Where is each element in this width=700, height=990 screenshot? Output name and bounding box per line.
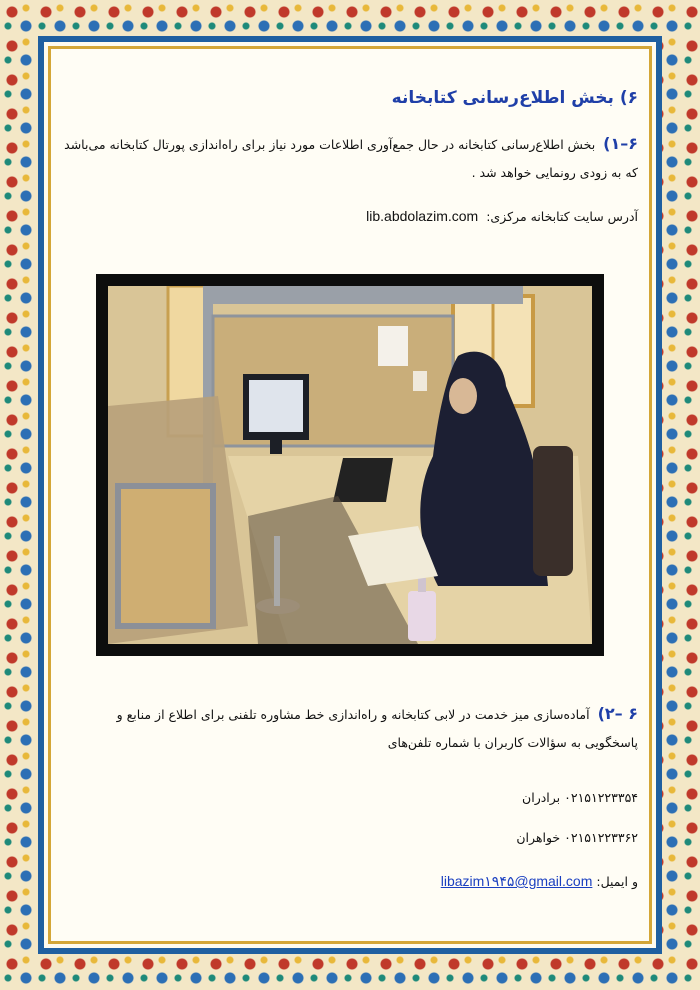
page-content	[62, 60, 638, 930]
phone-brothers-number: ۰۲۱۵۱۲۲۳۳۵۴	[564, 790, 638, 805]
item-1-paragraph	[62, 130, 638, 187]
item-1-number: ۶–۱)	[603, 134, 638, 153]
phone-brothers-label: برادران	[522, 790, 561, 805]
item-2-paragraph	[62, 700, 638, 757]
section-title: ۶) بخش اطلاع‌رسانی کتابخانه	[391, 88, 638, 108]
item-2-text: آماده‌سازی میز خدمت در لابی کتابخانه و راه‌اندازی خط مشاوره تلفنی برای اطلاع از منابع و پاسخگویی به سؤالات کاربران با شماره تلفن‌های	[116, 707, 638, 750]
item-2-number: ۶ –۲)	[597, 704, 638, 723]
phone-sisters-label: خواهران	[516, 830, 561, 845]
phone-brothers	[522, 790, 638, 805]
address-label: آدرس سایت کتابخانه مرکزی:	[486, 209, 638, 224]
email-line	[441, 873, 638, 890]
library-photo	[96, 274, 604, 656]
phone-sisters-number: ۰۲۱۵۱۲۲۳۳۶۲	[564, 830, 638, 845]
photo-illustration	[108, 286, 592, 644]
item-1-text: بخش اطلاع‌رسانی کتابخانه در حال جمع‌آوری اطلاعات مورد نیاز برای راه‌اندازی پورتال کتابخانه می‌باشد که به زودی رونمایی خواهد شد .	[64, 137, 638, 180]
photo-scene	[108, 286, 592, 644]
phone-sisters	[516, 830, 638, 845]
email-label: و ایمیل:	[596, 874, 638, 889]
address-url[interactable]: lib.abdolazim.com	[366, 208, 479, 224]
site-address	[366, 208, 638, 224]
email-link[interactable]: libazim۱۹۴۵@gmail.com	[440, 873, 593, 889]
